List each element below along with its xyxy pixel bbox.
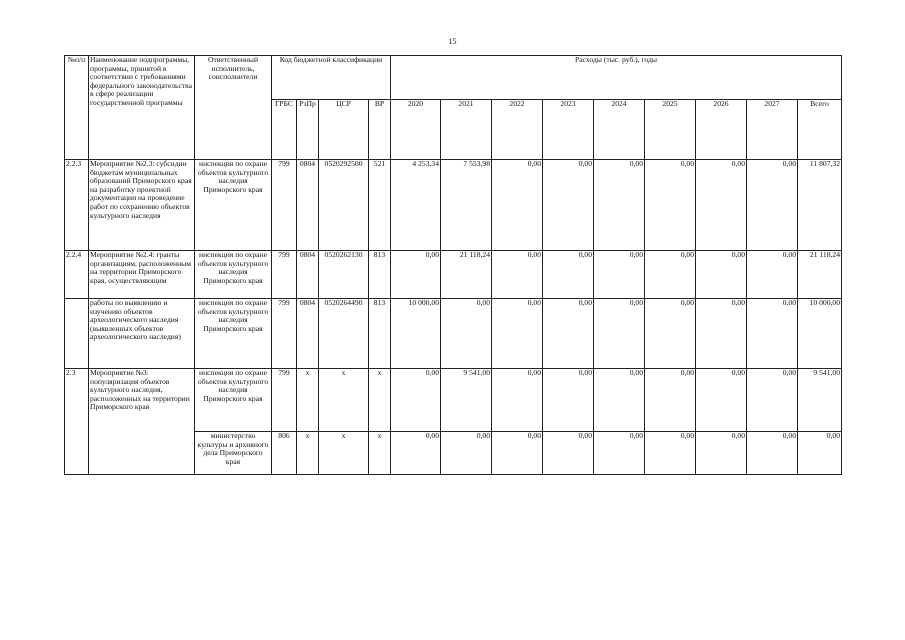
row-num: 2.3 bbox=[65, 369, 89, 475]
row-value-2023: 0,00 bbox=[543, 160, 594, 251]
row-value-2025: 0,00 bbox=[645, 160, 696, 251]
row-total: 9 541,00 bbox=[798, 369, 842, 432]
row-value-2020: 4 253,34 bbox=[391, 160, 441, 251]
row-value-2024: 0,00 bbox=[594, 251, 645, 299]
row-value-2025: 0,00 bbox=[645, 251, 696, 299]
table-row bbox=[65, 251, 842, 299]
row-vr: х bbox=[369, 432, 391, 475]
row-grbs: 799 bbox=[272, 160, 297, 251]
row-vr: х bbox=[369, 369, 391, 432]
header-year-2026: 2026 bbox=[696, 100, 747, 160]
row-value-2021: 0,00 bbox=[441, 299, 492, 369]
header-row-1 bbox=[65, 56, 842, 100]
row-num: 2.2.3 bbox=[65, 160, 89, 251]
header-budget-code: Код бюджетной классификации bbox=[272, 56, 391, 100]
row-value-2026: 0,00 bbox=[696, 251, 747, 299]
row-csr: х bbox=[319, 432, 369, 475]
row-value-2022: 0,00 bbox=[492, 160, 543, 251]
row-total: 11 807,32 bbox=[798, 160, 842, 251]
row-rzpr: х bbox=[297, 432, 319, 475]
row-responsible: инспекция по охране объектов культурного наследия Приморского края bbox=[195, 369, 272, 432]
row-vr: 813 bbox=[369, 299, 391, 369]
row-value-2027: 0,00 bbox=[747, 369, 798, 432]
row-value-2026: 0,00 bbox=[696, 432, 747, 475]
row-csr: 0520262130 bbox=[319, 251, 369, 299]
row-value-2026: 0,00 bbox=[696, 369, 747, 432]
row-value-2024: 0,00 bbox=[594, 160, 645, 251]
row-responsible: инспекция по охране объектов культурного наследия Приморского края bbox=[195, 160, 272, 251]
row-value-2020: 0,00 bbox=[391, 369, 441, 432]
row-value-2026: 0,00 bbox=[696, 160, 747, 251]
header-year-2025: 2025 bbox=[645, 100, 696, 160]
row-name: Мероприятие №2.4: гранты организациям, расположенным на территории Приморского края, осуществляющим bbox=[89, 251, 195, 299]
row-value-2027: 0,00 bbox=[747, 251, 798, 299]
row-total: 10 000,00 bbox=[798, 299, 842, 369]
row-value-2024: 0,00 bbox=[594, 369, 645, 432]
header-year-2027: 2027 bbox=[747, 100, 798, 160]
row-value-2024: 0,00 bbox=[594, 299, 645, 369]
row-value-2021: 0,00 bbox=[441, 432, 492, 475]
row-value-2020: 10 000,00 bbox=[391, 299, 441, 369]
header-year-2023: 2023 bbox=[543, 100, 594, 160]
row-value-2025: 0,00 bbox=[645, 369, 696, 432]
page-number: 15 bbox=[448, 37, 457, 46]
row-num bbox=[65, 299, 89, 369]
header-rzpr: РзПр bbox=[297, 100, 319, 160]
row-total: 21 118,24 bbox=[798, 251, 842, 299]
header-year-2022: 2022 bbox=[492, 100, 543, 160]
row-value-2027: 0,00 bbox=[747, 432, 798, 475]
header-num: №п/п bbox=[65, 56, 89, 160]
row-grbs: 799 bbox=[272, 369, 297, 432]
row-value-2023: 0,00 bbox=[543, 299, 594, 369]
table-row bbox=[65, 299, 842, 369]
row-vr: 521 bbox=[369, 160, 391, 251]
row-rzpr: 0804 bbox=[297, 299, 319, 369]
row-name: Мероприятие №2.3: субсидии бюджетам муниципальных образований Приморского края на разработку проектной документации на проведение работ по сохранению объектов культурного наследия bbox=[89, 160, 195, 251]
row-responsible: инспекция по охране объектов культурного наследия Приморского края bbox=[195, 251, 272, 299]
row-value-2027: 0,00 bbox=[747, 299, 798, 369]
row-value-2023: 0,00 bbox=[543, 369, 594, 432]
header-total: Всего bbox=[798, 100, 842, 160]
header-csr: ЦСР bbox=[319, 100, 369, 160]
row-value-2020: 0,00 bbox=[391, 251, 441, 299]
row-responsible: министерство культуры и архивного дела Приморского края bbox=[195, 432, 272, 475]
row-grbs: 799 bbox=[272, 251, 297, 299]
row-value-2025: 0,00 bbox=[645, 299, 696, 369]
header-year-2024: 2024 bbox=[594, 100, 645, 160]
row-vr: 813 bbox=[369, 251, 391, 299]
row-responsible: инспекция по охране объектов культурного наследия Приморского края bbox=[195, 299, 272, 369]
row-rzpr: 0804 bbox=[297, 160, 319, 251]
header-vr: ВР bbox=[369, 100, 391, 160]
row-value-2021: 9 541,00 bbox=[441, 369, 492, 432]
row-value-2023: 0,00 bbox=[543, 432, 594, 475]
table-row bbox=[65, 369, 842, 432]
row-csr: х bbox=[319, 369, 369, 432]
row-value-2022: 0,00 bbox=[492, 299, 543, 369]
header-grbs: ГРБС bbox=[272, 100, 297, 160]
row-total: 0,00 bbox=[798, 432, 842, 475]
header-name: Наименование подпрограммы, программы, принятой в соответствии с требованиями федерального законодательства в сфере реализации государственной программы bbox=[89, 56, 195, 160]
row-csr: 0520264490 bbox=[319, 299, 369, 369]
row-value-2027: 0,00 bbox=[747, 160, 798, 251]
header-year-2020: 2020 bbox=[391, 100, 441, 160]
budget-table bbox=[64, 55, 842, 475]
row-value-2022: 0,00 bbox=[492, 369, 543, 432]
row-grbs: 806 bbox=[272, 432, 297, 475]
table-row bbox=[65, 160, 842, 251]
header-expenses: Расходы (тыс. руб.), годы bbox=[391, 56, 842, 100]
row-value-2021: 7 553,98 bbox=[441, 160, 492, 251]
row-name: Мероприятие №3: популяризация объектов культурного наследия, расположенных на территории Приморского края bbox=[89, 369, 195, 475]
row-value-2021: 21 118,24 bbox=[441, 251, 492, 299]
row-grbs: 799 bbox=[272, 299, 297, 369]
row-csr: 0520292500 bbox=[319, 160, 369, 251]
row-name: работы по выявлению и изучению объектов археологического наследия (выявленных объектов археологического наследия) bbox=[89, 299, 195, 369]
header-responsible: Ответственный исполнитель, соисполнители bbox=[195, 56, 272, 160]
row-value-2026: 0,00 bbox=[696, 299, 747, 369]
header-year-2021: 2021 bbox=[441, 100, 492, 160]
row-value-2023: 0,00 bbox=[543, 251, 594, 299]
row-rzpr: 0804 bbox=[297, 251, 319, 299]
row-value-2020: 0,00 bbox=[391, 432, 441, 475]
row-value-2022: 0,00 bbox=[492, 251, 543, 299]
row-value-2022: 0,00 bbox=[492, 432, 543, 475]
row-num: 2.2.4 bbox=[65, 251, 89, 299]
row-value-2025: 0,00 bbox=[645, 432, 696, 475]
row-value-2024: 0,00 bbox=[594, 432, 645, 475]
row-rzpr: х bbox=[297, 369, 319, 432]
